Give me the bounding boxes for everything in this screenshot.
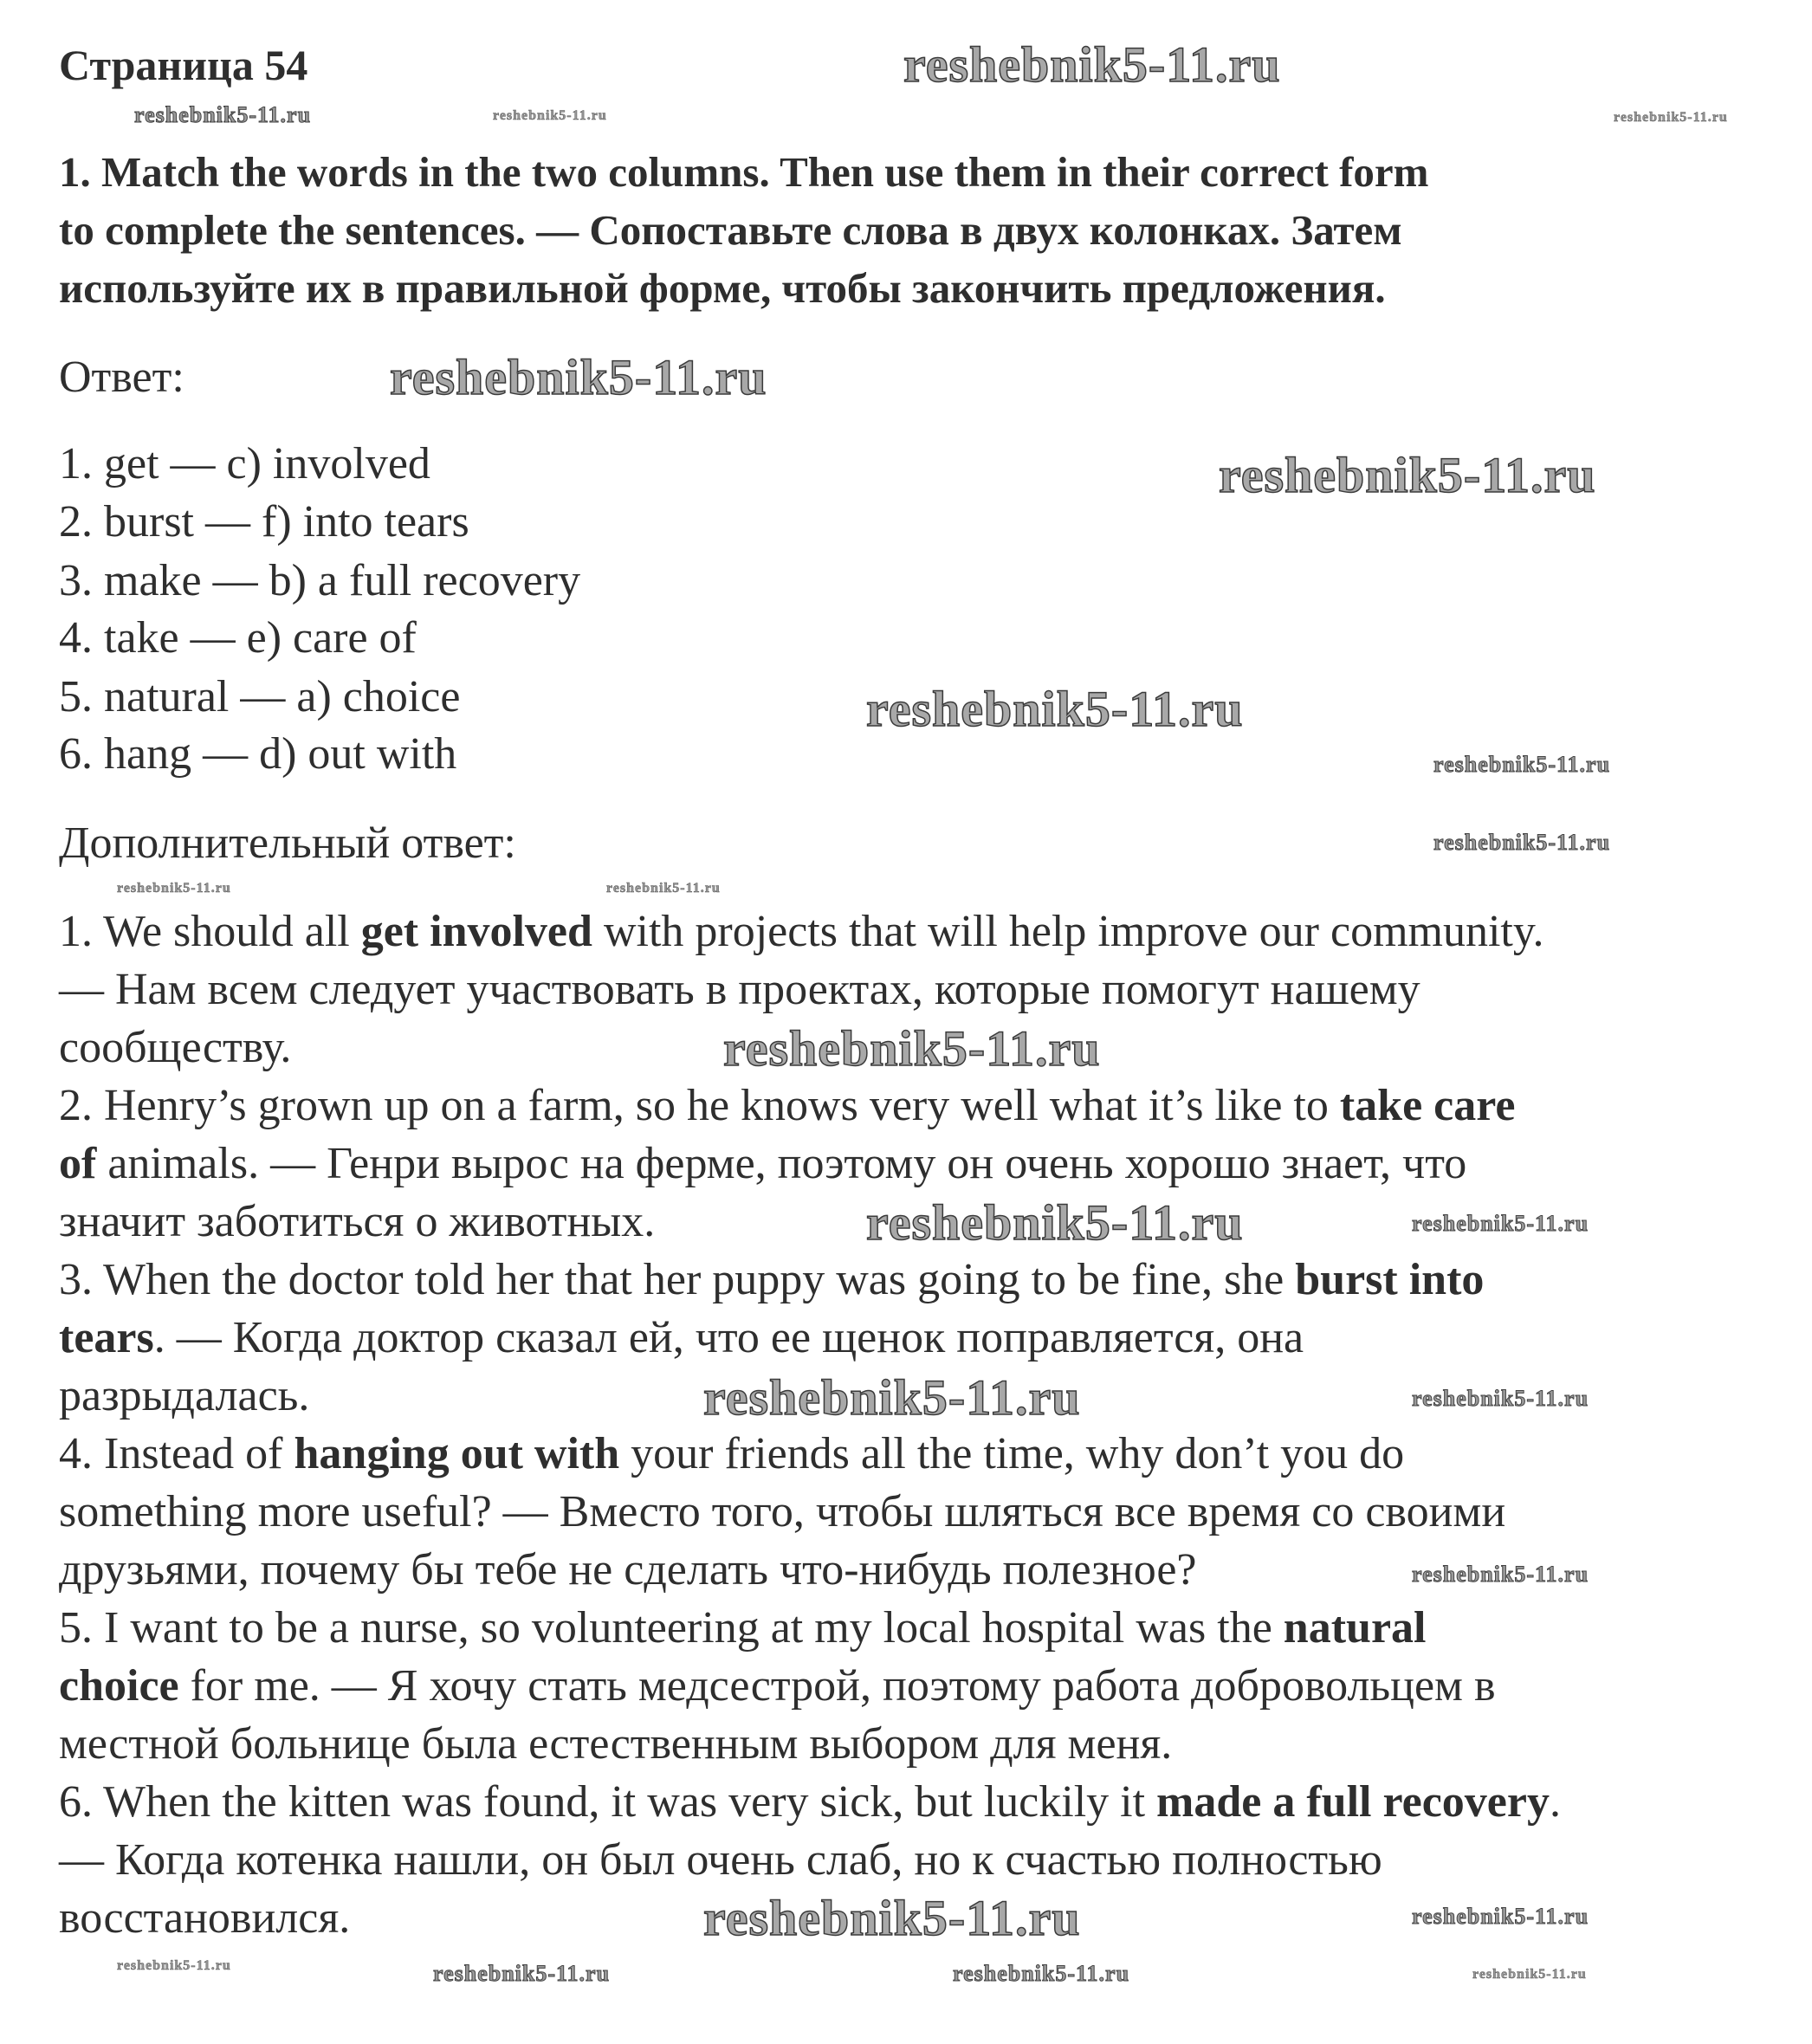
text-segment: animals. — Генри вырос на ферме, поэтому он очень хорошо знает, что [96,1139,1467,1188]
sentence-line [59,1716,1172,1773]
watermark: reshebnik5-11.ru [1219,447,1596,503]
sentence-line [59,1077,1515,1135]
sentence-line [59,1658,1496,1715]
watermark: reshebnik5-11.ru [493,108,607,123]
watermark: reshebnik5-11.ru [117,881,231,896]
answer-item: 4. take — e) care of [59,613,417,663]
sentence-line [59,1426,1404,1483]
watermark: reshebnik5-11.ru [866,1194,1244,1251]
task-line: 1. Match the words in the two columns. Then use them in their correct form [59,148,1429,196]
text-segment: друзьями, почему бы тебе не сделать что-нибудь полезное? [59,1545,1197,1594]
sentence-line [59,1135,1466,1193]
watermark: reshebnik5-11.ru [134,102,312,127]
text-segment: — Нам всем следует участвовать в проектах, которые помогут нашему [59,965,1420,1014]
text-segment: 2. Henry’s grown up on a farm, so he knows very well what it’s like to [59,1081,1340,1130]
text-segment: something more useful? — Вместо того, чтобы шляться все время со своими [59,1487,1506,1536]
answer-label: Ответ: [59,353,184,402]
watermark: reshebnik5-11.ru [606,881,721,896]
text-segment: значит заботиться о животных. [59,1197,656,1246]
watermark: reshebnik5-11.ru [1412,1562,1589,1587]
bold-phrase: burst into [1295,1255,1485,1304]
bold-phrase: get involved [360,907,592,956]
page-title: Страница 54 [59,41,308,89]
text-segment: 6. When the kitten was found, it was very sick, but luckily it [59,1777,1157,1827]
answer-item: 3. make — b) a full recovery [59,556,581,605]
task-line: to complete the sentences. — Сопоставьте слова в двух колонках. Затем [59,206,1402,254]
watermark: reshebnik5-11.ru [117,1958,231,1973]
text-segment: for me. — Я хочу стать медсестрой, поэтому работа добровольцем в [178,1661,1496,1711]
text-segment: восстановился. [59,1893,351,1943]
watermark: reshebnik5-11.ru [1412,1904,1589,1929]
sentence-line [59,903,1544,961]
bold-phrase: tears [59,1313,154,1362]
watermark: reshebnik5-11.ru [1614,110,1728,125]
text-segment: разрыдалась. [59,1371,310,1420]
bold-phrase: take care [1339,1081,1516,1130]
watermark: reshebnik5-11.ru [1433,830,1611,855]
watermark: reshebnik5-11.ru [1472,1967,1587,1982]
sentence-line [59,1542,1197,1599]
text-segment: 5. I want to be a nurse, so volunteering at my local hospital was the [59,1603,1284,1653]
sentence-line [59,1484,1505,1541]
watermark: reshebnik5-11.ru [903,36,1281,93]
sentence-line [59,1193,655,1251]
extra-answer-label: Дополнительный ответ: [59,818,516,868]
watermark: reshebnik5-11.ru [1412,1386,1589,1411]
text-segment: . [1549,1777,1561,1827]
sentence-line [59,1774,1561,1831]
watermark: reshebnik5-11.ru [703,1369,1081,1426]
bold-phrase: hanging out with [294,1429,620,1478]
watermark: reshebnik5-11.ru [953,1961,1130,1986]
answer-item: 6. hang — d) out with [59,729,457,779]
task-line: используйте их в правильной форме, чтобы закончить предложения. [59,264,1386,312]
bold-phrase: made a full recovery [1156,1777,1550,1827]
bold-phrase: of [59,1139,97,1188]
text-segment: — Когда котенка нашли, он был очень слаб, но к счастью полностью [59,1835,1382,1885]
text-segment: сообществу. [59,1023,292,1072]
watermark: reshebnik5-11.ru [866,681,1244,737]
bold-phrase: choice [59,1661,179,1711]
sentence-line [59,1890,350,1947]
watermark: reshebnik5-11.ru [723,1020,1101,1077]
sentence-line [59,1368,309,1425]
text-segment: местной больнице была естественным выбором для меня. [59,1719,1173,1769]
sentence-line [59,1832,1382,1889]
text-segment: 4. Instead of [59,1429,294,1478]
text-segment: 1. We should all [59,907,361,956]
watermark: reshebnik5-11.ru [1433,752,1611,777]
sentence-line [59,961,1420,1019]
sentence-line [59,1310,1304,1367]
text-segment: your friends all the time, why don’t you do [619,1429,1405,1478]
watermark: reshebnik5-11.ru [703,1890,1081,1946]
watermark: reshebnik5-11.ru [1412,1211,1589,1236]
text-segment: with projects that will help improve our community. [592,907,1544,956]
watermark: reshebnik5-11.ru [433,1961,611,1986]
answer-item: 1. get — c) involved [59,439,430,488]
text-segment: . — Когда доктор сказал ей, что ее щенок поправляется, она [153,1313,1304,1362]
sentence-line [59,1252,1484,1309]
sentence-line [59,1600,1426,1657]
answer-item: 2. burst — f) into tears [59,497,469,547]
sentence-line [59,1019,291,1077]
watermark: reshebnik5-11.ru [390,349,767,405]
bold-phrase: natural [1283,1603,1427,1653]
text-segment: 3. When the doctor told her that her puppy was going to be fine, she [59,1255,1296,1304]
answer-item: 5. natural — a) choice [59,672,461,721]
